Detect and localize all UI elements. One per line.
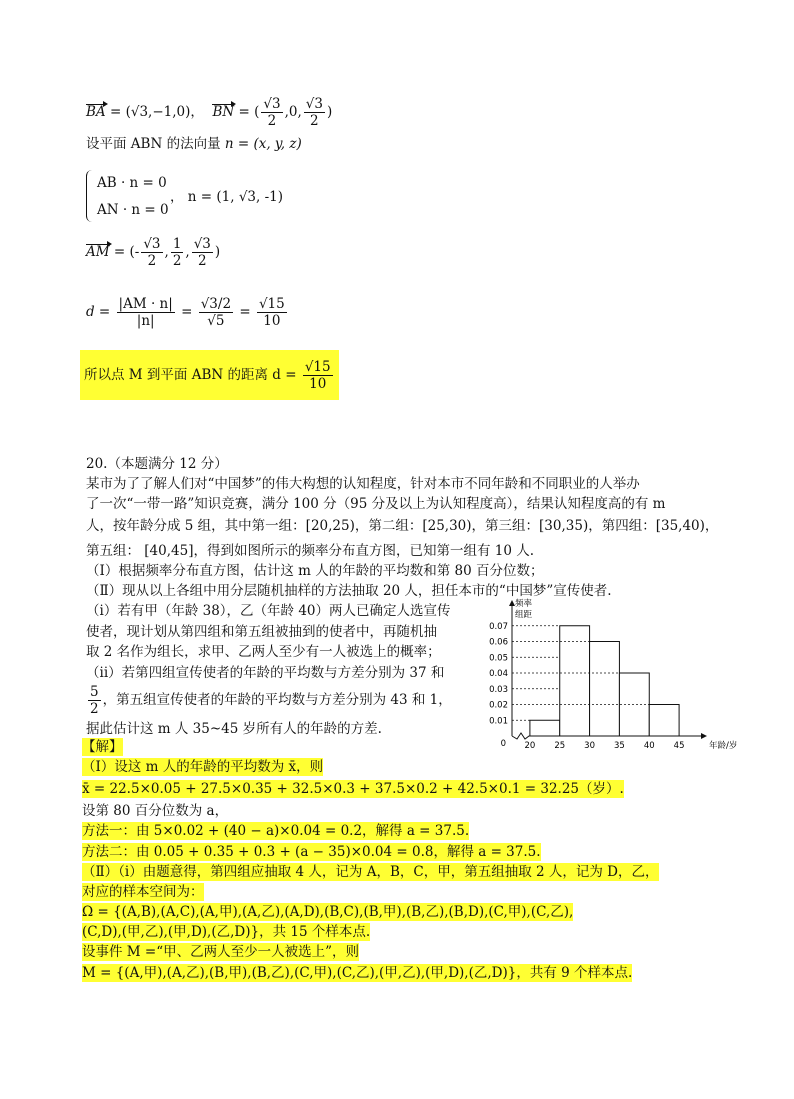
bn-frac-2: $\frac{√3}{2}$ <box>305 96 323 129</box>
y-tick-label: 0.01 <box>489 716 508 727</box>
answer-line-2: x̄ = 22.5×0.05 + 27.5×0.35 + 32.5×0.3 + 37.5×0.2 + 42.5×0.1 = 32.25（岁）. <box>82 781 624 797</box>
y-axis-label-bottom: 组距 <box>515 610 533 620</box>
x-axis-arrow <box>701 733 707 739</box>
am-frac-2: $\frac{1}{2}$ <box>172 236 182 269</box>
conclusion-text: 所以点 M 到平面 ABN 的距离 d = <box>84 367 297 383</box>
answer-line-5: 方法二：由 0.05 + 0.35 + 0.3 + (a − 35)×0.04 = 0.8，解得 a = 37.5. <box>82 844 541 860</box>
answer-line-6: （Ⅱ）（i）由题意得，第四组应抽取 4 人，记为 A，B，C，甲，第五组抽取 2 人，记为 D，乙， <box>82 864 659 880</box>
answer-line-10: 设事件 M =“甲、乙两人至少一人被选上”，则 <box>82 944 360 960</box>
vector-ba-bn-line: BA = (√3,−1,0)， BN = ( $\frac{√3}{2}$ ,0, $\frac{√3}{2}$ ) <box>86 96 333 129</box>
normal-vector-text: 设平面 ABN 的法向量 <box>86 136 225 152</box>
answer-line-8: Ω = {(A,B),(A,C),(A,甲),(A,乙),(A,D),(B,C),(B,甲),(B,乙),(B,D),(C,甲),(C,乙), <box>82 904 574 920</box>
problem-p4: 第五组： [40,45]，得到如图所示的频率分布直方图，已知第一组有 10 人. <box>86 543 535 559</box>
distance-frac-3: $\frac{√15}{10}$ <box>258 296 285 329</box>
system-eq-1: AB · n = 0 <box>97 175 167 191</box>
vector-am-label: AM <box>86 244 110 260</box>
histogram-bar <box>649 705 679 737</box>
am-frac-3: $\frac{√3}{2}$ <box>193 236 211 269</box>
histogram-bar <box>560 626 590 736</box>
x-tick-label: 30 <box>584 741 595 751</box>
normal-vector-value: n = (x, y, z) <box>224 136 302 152</box>
conclusion-frac: $\frac{√15}{10}$ <box>304 359 331 392</box>
problem-p1: 某市为了了解人们对“中国梦”的伟大构想的认知程度，针对本市不同年龄和不同职业的人举办 <box>86 476 640 492</box>
am-frac-1: $\frac{√3}{2}$ <box>143 236 161 269</box>
answer-line-9: (C,D),(甲,乙),(甲,D),(乙,D)}，共 15 个样本点. <box>82 924 371 940</box>
vector-am-line: AM = (- $\frac{√3}{2}$ , $\frac{1}{2}$ , $\frac{√3}{2}$ ) <box>86 236 221 269</box>
answer-header: 【解】 <box>82 739 123 755</box>
y-tick-label: 0.03 <box>489 684 508 695</box>
question-1: （Ⅰ）根据频率分布直方图，估计这 m 人的年龄的平均数和第 80 百分位数； <box>86 563 544 579</box>
answer-line-3: 设第 80 百分位数为 a， <box>82 803 229 819</box>
problem-header: 20.（本题满分 12 分） <box>86 456 228 472</box>
system-brace <box>86 170 95 222</box>
origin-label: 0 <box>500 739 506 749</box>
y-axis-label-top: 频率 <box>515 599 533 609</box>
vector-ba-label: BA <box>86 104 106 120</box>
y-tick-label: 0.05 <box>489 653 508 664</box>
y-tick-label: 0.04 <box>489 669 508 679</box>
answer-line-11: M = {(A,甲),(A,乙),(B,甲),(B,乙),(C,甲),(C,乙),(甲,乙),(甲,D),(乙,D)}，共有 9 个样本点. <box>82 965 633 981</box>
answer-line-4: 方法一：由 5×0.02 + (40 − a)×0.04 = 0.2，解得 a = 37.5. <box>82 823 470 839</box>
answer-line-7: 对应的样本空间为： <box>82 884 204 900</box>
answer-line-1: （Ⅰ）设这 m 人的年龄的平均数为 x̄，则 <box>82 759 324 775</box>
x-tick-label: 20 <box>524 741 536 751</box>
question-2ii-a: （ii）若第四组宣传使者的年龄的平均数与方差分别为 37 和 <box>86 665 445 681</box>
question-2ii-c: 据此估计这 m 人 35~45 岁所有人的年龄的方差. <box>86 721 382 737</box>
question-2i-a: （i）若有甲（年龄 38），乙（年龄 40）两人已确定人选宣传 <box>86 603 451 619</box>
question-2i-c: 取 2 名作为组长，求甲、乙两人至少有一人被选上的概率； <box>86 644 441 660</box>
vector-bn-open: = ( <box>238 104 260 120</box>
normal-vector-line <box>86 135 302 153</box>
x-axis-label: 年龄/岁 <box>709 741 738 751</box>
y-tick-label: 0.02 <box>489 700 508 711</box>
frequency-histogram <box>476 598 738 751</box>
y-tick-label: 0.06 <box>489 637 508 648</box>
question-2ii-b-line: $\frac{5}{2}$ ，第五组宣传使者的年龄的平均数与方差分别为 43 和 1， <box>90 684 452 717</box>
distance-frac-1: $\frac{|AM \cdot n|}{|n|}$ <box>118 296 173 329</box>
bn-frac-1: $\frac{√3}{2}$ <box>263 96 281 129</box>
normal-vector-result: ， n = (1, √3, -1) <box>170 189 284 205</box>
x-tick-label: 45 <box>673 741 685 751</box>
system-eq-2: AN · n = 0 <box>97 202 169 218</box>
vector-bn-label: BN <box>212 104 235 120</box>
x-tick-label: 35 <box>614 741 625 751</box>
problem-p3: 人，按年龄分成 5 组，其中第一组：[20,25)，第二组：[25,30)，第三组：[30,35)，第四组：[35,40)， <box>86 518 719 534</box>
distance-formula-line: d = $\frac{|AM \cdot n|}{|n|}$ = $\frac{√3/2}{√5}$ = $\frac{√15}{10}$ <box>86 296 285 329</box>
histogram-bar <box>590 642 620 737</box>
distance-frac-2: $\frac{√3/2}{√5}$ <box>200 296 232 329</box>
y-tick-label: 0.07 <box>489 621 508 632</box>
x-tick-label: 25 <box>554 741 566 751</box>
question-2i-b: 使者，现计划从第四组和第五组被抽到的使者中，再随机抽 <box>86 624 437 640</box>
histogram-bar <box>530 720 560 736</box>
x-tick-label: 40 <box>643 741 655 751</box>
conclusion-highlight <box>80 350 339 400</box>
problem-p2: 了一次“一带一路”知识竞赛，满分 100 分（95 分及以上为认知程度高），结果认知程度高的有 m <box>86 496 666 512</box>
variance-frac: $\frac{5}{2}$ <box>90 684 99 717</box>
question-2: （Ⅱ）现从以上各组中用分层随机抽样的方法抽取 20 人，担任本市的“中国梦”宣传使者. <box>86 583 612 599</box>
vector-ba-value: = (√3,−1,0)， <box>109 104 204 120</box>
